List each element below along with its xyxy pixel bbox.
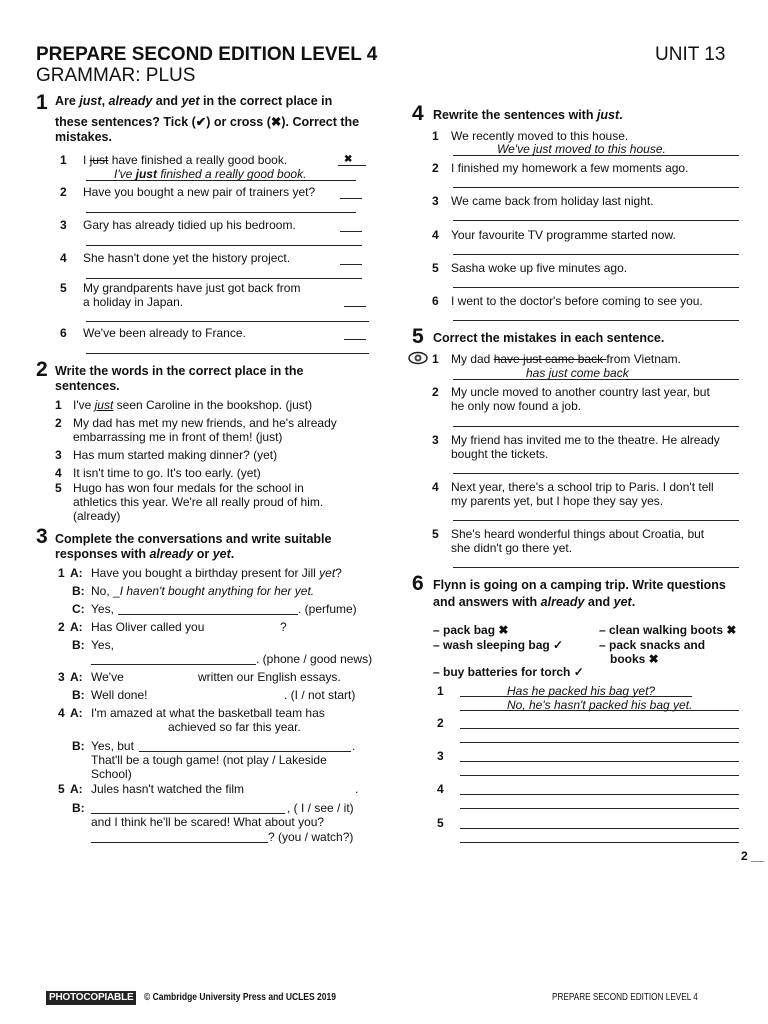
question-text-cont: (already): [73, 509, 121, 523]
dialogue-punct: ?: [280, 620, 287, 634]
answer-line: [86, 180, 356, 181]
dialogue-line: Jules hasn't watched the film: [91, 782, 245, 796]
question-text-cont: he only now found a job.: [451, 399, 582, 413]
tick-cross-box[interactable]: [340, 198, 362, 199]
answer-line[interactable]: [453, 187, 739, 188]
footer-series-title: PREPARE SECOND EDITION LEVEL 4: [552, 992, 698, 1003]
question-text: I went to the doctor's before coming to see you.: [451, 294, 703, 308]
dialogue-line: Well done!: [91, 688, 148, 702]
eye-icon: [408, 351, 428, 365]
question-number: 5: [55, 481, 62, 495]
section-4-instruction: Rewrite the sentences with just.: [433, 108, 623, 122]
answer-line[interactable]: [86, 321, 369, 322]
question-number: 6: [60, 326, 67, 340]
answer-line[interactable]: [460, 742, 739, 743]
question-text: My friend has invited me to the theatre. He already: [451, 433, 720, 447]
question-number: 1: [437, 684, 444, 698]
speaker-label: A:: [70, 670, 83, 684]
question-text: Hugo has won four medals for the school in: [73, 481, 304, 495]
dialogue-hint: , ( I / see / it): [287, 801, 354, 815]
answer-line[interactable]: [91, 813, 285, 814]
question-text: My dad has met my new friends, and he's already: [73, 416, 337, 430]
question-text: Your favourite TV programme started now.: [451, 228, 676, 242]
section-1-instruction: Are just, already and yet in the correct place in: [55, 94, 333, 108]
dialogue-line-cont: achieved so far this year.: [168, 720, 301, 734]
dialogue-line-cont: School): [91, 767, 132, 781]
answer-line: [338, 165, 366, 166]
dialogue-line: We've: [91, 670, 124, 684]
answer-line: [460, 710, 739, 711]
handwritten-question: Has he packed his bag yet?: [507, 684, 656, 698]
question-text: She's heard wonderful things about Croatia, but: [451, 527, 705, 541]
answer-line[interactable]: [460, 794, 739, 795]
answer-line[interactable]: [453, 320, 739, 321]
task-item-cont: books ✖: [610, 652, 659, 666]
section-3-instruction-line2: responses with already or yet.: [55, 547, 235, 561]
unit-label: UNIT 13: [655, 44, 726, 65]
question-number: 4: [432, 480, 439, 494]
speaker-label: B:: [72, 688, 85, 702]
speaker-label: B:: [72, 801, 85, 815]
question-number: 2: [432, 385, 439, 399]
speaker-label: B:: [72, 638, 85, 652]
answer-line[interactable]: [91, 664, 256, 665]
answer-line[interactable]: [460, 842, 739, 843]
question-number: 6: [432, 294, 439, 308]
handwritten-answer: I've just finished a really good book.: [114, 167, 307, 181]
question-number: 1: [60, 153, 67, 167]
question-text-cont: athletics this year. We're all really proud of him.: [73, 495, 324, 509]
question-number: 3: [432, 194, 439, 208]
answer-line[interactable]: [453, 287, 739, 288]
answer-line[interactable]: [460, 808, 739, 809]
dialogue-line: I'm amazed at what the basketball team has: [91, 706, 325, 720]
speaker-label: A:: [70, 620, 83, 634]
dialogue-line-cont: That'll be a tough game! (not play / Lakeside: [91, 753, 327, 767]
section-number-1: 1: [36, 91, 48, 114]
task-item: – pack bag ✖: [433, 623, 509, 637]
speaker-label: C:: [72, 602, 85, 616]
question-number: 5: [437, 816, 444, 830]
conversation-number: 5: [58, 782, 65, 796]
section-number-6: 6: [412, 572, 424, 595]
question-number: 4: [55, 466, 62, 480]
question-number: 5: [432, 527, 439, 541]
cross-mark: ✖: [344, 154, 353, 165]
speaker-label: B:: [72, 739, 85, 753]
question-text: We've been already to France.: [83, 326, 246, 340]
speaker-label: A:: [70, 706, 83, 720]
handwritten-answer: We've just moved to this house.: [497, 142, 666, 156]
handwritten-answer: has just come back: [526, 366, 629, 380]
speaker-label: A:: [70, 782, 83, 796]
dialogue-line: written our English essays.: [198, 670, 341, 684]
question-text: My dad have just came back from Vietnam.: [451, 352, 681, 366]
question-number: 1: [55, 398, 62, 412]
answer-line[interactable]: [453, 220, 739, 221]
question-text-cont: she didn't go there yet.: [451, 541, 573, 555]
dialogue-hint: ? (you / watch?): [268, 830, 354, 844]
question-text: I've just seen Caroline in the bookshop. (just): [73, 398, 313, 412]
question-text: It isn't time to go. It's too early. (yet): [73, 466, 261, 480]
answer-line: [453, 379, 739, 380]
question-text-cont: my parents yet, but I hope they say yes.: [451, 494, 664, 508]
conversation-number: 2: [58, 620, 65, 634]
question-text-cont: embarrassing me in front of them! (just): [73, 430, 283, 444]
dialogue-punct: .: [352, 739, 356, 753]
question-text-cont: bought the tickets.: [451, 447, 549, 461]
dialogue-line: Yes, but: [91, 739, 134, 753]
section-1-instruction-line3: mistakes.: [55, 130, 112, 144]
speaker-label: A:: [70, 566, 83, 580]
conversation-number: 4: [58, 706, 65, 720]
question-text: I just have finished a really good book.: [83, 153, 288, 167]
section-number-2: 2: [36, 358, 48, 381]
page-subtitle: GRAMMAR: PLUS: [36, 65, 196, 86]
question-text: Has mum started making dinner? (yet): [73, 448, 278, 462]
tick-cross-box[interactable]: [340, 264, 362, 265]
section-number-4: 4: [412, 102, 424, 125]
section-6-instruction-line2: and answers with already and yet.: [433, 595, 636, 609]
question-text: We recently moved to this house.: [451, 129, 629, 143]
score-box: 2 __: [741, 849, 765, 863]
tick-cross-box[interactable]: [344, 339, 366, 340]
question-text: My grandparents have just got back from: [83, 281, 301, 295]
question-number: 3: [437, 749, 444, 763]
answer-line[interactable]: [118, 614, 298, 615]
answer-line[interactable]: [460, 828, 739, 829]
answer-line[interactable]: [86, 353, 369, 354]
answer-line: [453, 155, 739, 156]
dialogue-hint: . (perfume): [298, 602, 357, 616]
conversation-number: 1: [58, 566, 65, 580]
answer-line[interactable]: [460, 761, 739, 762]
question-text: My uncle moved to another country last year, but: [451, 385, 710, 399]
copyright-text: © Cambridge University Press and UCLES 2019: [144, 992, 336, 1003]
answer-line[interactable]: [86, 278, 362, 279]
section-number-3: 3: [36, 525, 48, 548]
answer-line[interactable]: [453, 567, 739, 568]
section-3-instruction: Complete the conversations and write suitable: [55, 532, 332, 546]
question-text: We came back from holiday last night.: [451, 194, 654, 208]
section-2-instruction-line2: sentences.: [55, 379, 120, 393]
task-item: – buy batteries for torch ✓: [433, 665, 584, 679]
section-number-5: 5: [412, 325, 424, 348]
question-number: 3: [60, 218, 67, 232]
question-number: 2: [55, 416, 62, 430]
section-2-instruction: Write the words in the correct place in the: [55, 364, 304, 378]
question-text: Sasha woke up five minutes ago.: [451, 261, 628, 275]
dialogue-punct: .: [355, 782, 359, 796]
question-text: Gary has already tidied up his bedroom.: [83, 218, 296, 232]
question-number: 3: [432, 433, 439, 447]
dialogue-line: Have you bought a birthday present for Jill yet?: [91, 566, 342, 580]
photocopiable-badge: PHOTOCOPIABLE: [46, 991, 136, 1005]
question-number: 2: [432, 161, 439, 175]
question-number: 4: [432, 228, 439, 242]
answer-line: [460, 696, 692, 697]
answer-line[interactable]: [453, 473, 739, 474]
answer-line[interactable]: [139, 751, 351, 752]
question-number: 1: [432, 129, 439, 143]
dialogue-line: Yes,: [91, 638, 114, 652]
dialogue-line: Has Oliver called you: [91, 620, 205, 634]
page-title: PREPARE SECOND EDITION LEVEL 4: [36, 44, 378, 65]
answer-line[interactable]: [86, 245, 362, 246]
answer-line[interactable]: [86, 212, 356, 213]
question-text: She hasn't done yet the history project.: [83, 251, 291, 265]
tick-cross-box[interactable]: [340, 231, 362, 232]
dialogue-line: No, _I haven't bought anything for her yet.: [91, 584, 315, 598]
question-number: 1: [432, 352, 439, 366]
answer-line[interactable]: [453, 426, 739, 427]
question-number: 2: [60, 185, 67, 199]
task-item: – wash sleeping bag ✓: [433, 638, 564, 652]
dialogue-hint: . (I / not start): [284, 688, 356, 702]
question-number: 4: [437, 782, 444, 796]
dialogue-hint: . (phone / good news): [256, 652, 373, 666]
conversation-number: 3: [58, 670, 65, 684]
question-text: I finished my homework a few moments ago.: [451, 161, 689, 175]
speaker-label: B:: [72, 584, 85, 598]
answer-line[interactable]: [91, 842, 268, 843]
task-item: – pack snacks and: [599, 638, 706, 652]
answer-line[interactable]: [453, 254, 739, 255]
question-number: 3: [55, 448, 62, 462]
answer-line[interactable]: [460, 775, 739, 776]
question-number: 5: [60, 281, 67, 295]
question-text-cont: a holiday in Japan.: [83, 295, 184, 309]
question-text: Have you bought a new pair of trainers yet?: [83, 185, 316, 199]
section-5-instruction: Correct the mistakes in each sentence.: [433, 331, 665, 345]
question-number: 5: [432, 261, 439, 275]
question-number: 2: [437, 716, 444, 730]
answer-line[interactable]: [460, 728, 739, 729]
dialogue-line-cont: and I think he'll be scared! What about you?: [91, 815, 325, 829]
dialogue-line: Yes,: [91, 602, 114, 616]
question-text: Next year, there's a school trip to Paris. I don't tell: [451, 480, 714, 494]
handwritten-answer: No, he's hasn't packed his bag yet.: [507, 698, 693, 712]
section-1-instruction-line2: these sentences? Tick (✔) or cross (✖). Correct the: [55, 115, 360, 129]
section-6-instruction: Flynn is going on a camping trip. Write questions: [433, 578, 726, 592]
answer-line[interactable]: [453, 520, 739, 521]
tick-cross-box[interactable]: [344, 306, 366, 307]
question-number: 4: [60, 251, 67, 265]
task-item: – clean walking boots ✖: [599, 623, 737, 637]
